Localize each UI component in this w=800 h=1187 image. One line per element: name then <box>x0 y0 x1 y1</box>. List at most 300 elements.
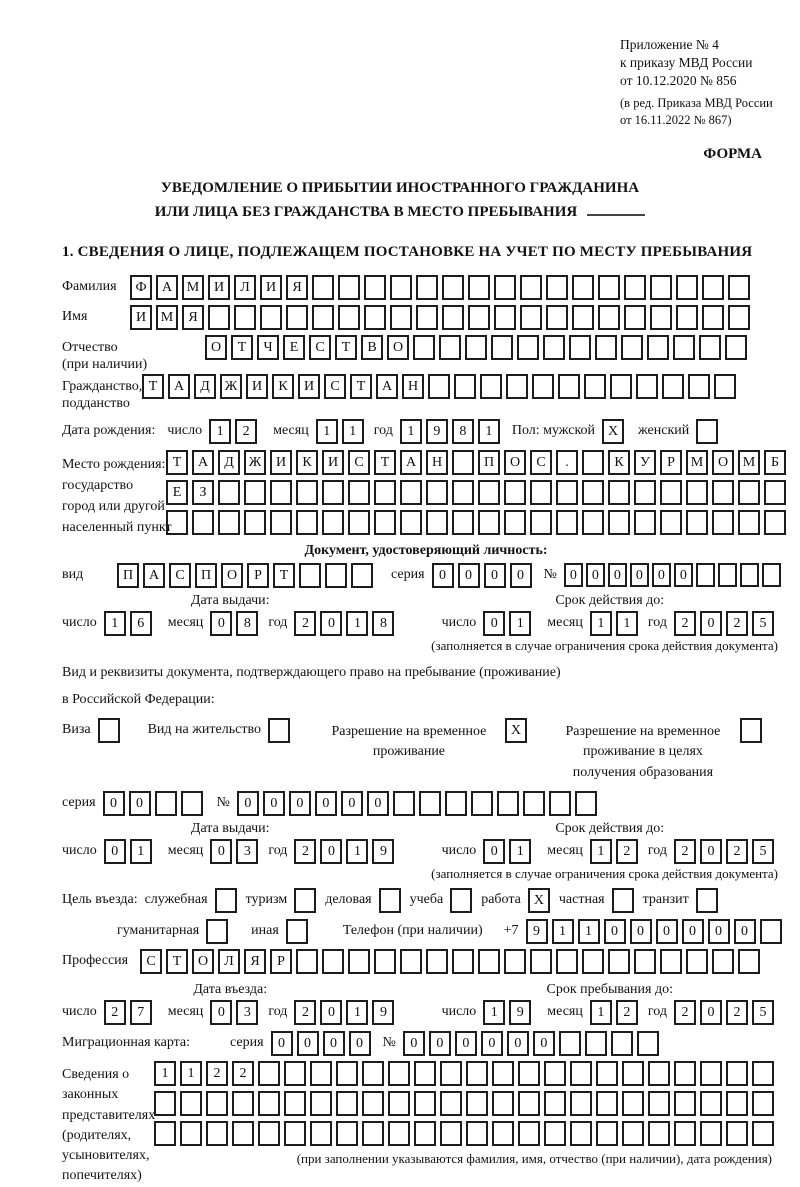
purpose-checkbox <box>206 919 228 944</box>
form-cell: А <box>156 275 178 300</box>
form-cell <box>518 1091 540 1116</box>
form-cell <box>400 480 422 505</box>
form-cell <box>596 1091 618 1116</box>
birthplace-cells-row1 <box>166 450 790 475</box>
representatives-row <box>62 1061 790 1187</box>
form-cell: . <box>556 450 578 475</box>
form-cell: 2 <box>206 1061 228 1086</box>
form-cell: 0 <box>263 791 285 816</box>
form-cell <box>621 335 643 360</box>
birthdate-year-cells <box>400 419 504 444</box>
stay-day-cells <box>483 1000 535 1025</box>
form-cell: 0 <box>323 1031 345 1056</box>
form-cell <box>559 1031 581 1056</box>
form-cell <box>284 1061 306 1086</box>
appendix-subline: (в ред. Приказа МВД России <box>620 95 773 110</box>
form-cell <box>598 275 620 300</box>
form-cell <box>532 374 554 399</box>
form-cell: 0 <box>297 1031 319 1056</box>
form-cell: 1 <box>104 611 126 636</box>
residence-expiry-month-cells <box>590 839 642 864</box>
form-cell: 0 <box>507 1031 529 1056</box>
form-cell: 1 <box>209 419 231 444</box>
appendix-header <box>620 36 790 128</box>
doc-number-cells <box>564 563 784 587</box>
form-cell <box>700 1121 722 1146</box>
stay-month-cells <box>590 1000 642 1025</box>
form-cell: 8 <box>372 611 394 636</box>
edu-permit-checkbox <box>740 718 762 743</box>
form-cell <box>468 305 490 330</box>
form-cell: И <box>322 450 344 475</box>
form-cell: 0 <box>700 1000 722 1025</box>
phone-prefix: +7 <box>503 922 519 938</box>
form-cell: М <box>182 275 204 300</box>
expiry-month-cells <box>590 611 642 636</box>
form-cell: Р <box>247 563 269 588</box>
form-title <box>0 177 800 224</box>
form-cell <box>556 480 578 505</box>
form-cell: 0 <box>700 611 722 636</box>
form-cell <box>610 374 632 399</box>
form-cell <box>520 275 542 300</box>
form-cell <box>569 335 591 360</box>
form-cell <box>728 275 750 300</box>
birthplace-row <box>62 450 790 540</box>
form-cell <box>582 480 604 505</box>
form-cell: Е <box>283 335 305 360</box>
form-cell <box>166 510 188 535</box>
residence-doc-note: (заполняется в случае ограничения срока действия документа) <box>431 865 778 881</box>
form-cell: 1 <box>590 1000 612 1025</box>
form-cell <box>388 1061 410 1086</box>
form-cell <box>584 374 606 399</box>
form-cell <box>364 275 386 300</box>
form-cell: 1 <box>578 919 600 944</box>
section1-heading: 1. СВЕДЕНИЯ О ЛИЦЕ, ПОДЛЕЖАЩЕМ ПОСТАНОВКЕ НА УЧЕТ ПО МЕСТУ ПРЕБЫВАНИЯ <box>62 243 753 260</box>
form-cell: 0 <box>700 839 722 864</box>
form-cell <box>206 1091 228 1116</box>
birthdate-row <box>62 419 790 444</box>
form-cell <box>284 1091 306 1116</box>
form-cell <box>634 480 656 505</box>
entry-date-heading: Дата въезда: <box>193 981 268 997</box>
purpose-checkbox <box>215 888 237 913</box>
sex-female-checkbox <box>696 419 718 444</box>
form-cell: 7 <box>130 1000 152 1025</box>
form-cell: Т <box>335 335 357 360</box>
form-cell <box>572 275 594 300</box>
form-cell <box>325 563 347 588</box>
residence-issue-day-cells <box>104 839 156 864</box>
form-cell <box>608 480 630 505</box>
form-cell <box>622 1121 644 1146</box>
form-cell <box>636 374 658 399</box>
form-cell <box>419 791 441 816</box>
residence-expiry-day-cells <box>483 839 535 864</box>
birthplace-label: Место рождения: государство город или другой населенный пункт <box>62 456 172 535</box>
form-cell <box>699 335 721 360</box>
migration-series-label: серия <box>230 1034 264 1050</box>
purpose-checkbox <box>379 888 401 913</box>
appendix-line: от 10.12.2020 № 856 <box>620 73 737 89</box>
form-cell <box>338 305 360 330</box>
form-cell <box>544 1061 566 1086</box>
form-cell <box>530 510 552 535</box>
purpose-option: туризм <box>246 888 317 913</box>
form-cell <box>556 949 578 974</box>
residence-intro-line2: в Российской Федерации: <box>62 691 215 707</box>
form-cell <box>570 1121 592 1146</box>
form-cell: О <box>192 949 214 974</box>
year-label: год <box>268 1003 288 1019</box>
form-cell <box>260 305 282 330</box>
form-cell <box>494 275 516 300</box>
form-cell <box>180 1091 202 1116</box>
form-cell <box>718 563 737 587</box>
form-cell <box>452 480 474 505</box>
citizenship-label: Гражданство, подданство <box>62 378 143 412</box>
form-cell <box>374 510 396 535</box>
form-cell <box>413 335 435 360</box>
birthdate-label: Дата рождения: <box>62 422 156 438</box>
form-cell <box>440 1061 462 1086</box>
form-cell: 0 <box>484 563 506 588</box>
residence-number-label: № <box>216 794 230 810</box>
form-cell: 0 <box>564 563 583 587</box>
form-cell: Ч <box>257 335 279 360</box>
surname-cells <box>130 275 754 300</box>
form-cell <box>322 949 344 974</box>
doc-series-label: серия <box>391 566 425 582</box>
form-cell <box>336 1121 358 1146</box>
form-cell <box>492 1121 514 1146</box>
form-cell <box>478 949 500 974</box>
form-cell <box>702 275 724 300</box>
doc-number-label: № <box>543 566 557 582</box>
form-cell <box>322 480 344 505</box>
year-label: год <box>647 614 667 630</box>
form-cell <box>738 480 760 505</box>
form-cell: 0 <box>103 791 125 816</box>
residence-expiry-group <box>442 821 778 864</box>
residence-expiry-year-cells <box>674 839 778 864</box>
appendix-line: Приложение № 4 <box>620 37 719 52</box>
form-cell <box>764 510 786 535</box>
representatives-cell-rows <box>154 1061 778 1146</box>
purpose-label: Цель въезда: <box>62 891 138 907</box>
appendix-subline: от 16.11.2022 № 867) <box>620 112 732 127</box>
form-cell <box>400 510 422 535</box>
representatives-cells-row2 <box>154 1091 778 1116</box>
form-cell: 1 <box>552 919 574 944</box>
form-cell <box>445 791 467 816</box>
form-cell <box>466 1061 488 1086</box>
form-cell: 1 <box>342 419 364 444</box>
form-cell <box>492 1061 514 1086</box>
form-cell: 0 <box>210 611 232 636</box>
form-cell: К <box>296 450 318 475</box>
form-cell <box>582 450 604 475</box>
form-cell: А <box>168 374 190 399</box>
form-cell: 1 <box>154 1061 176 1086</box>
form-cell: 1 <box>616 611 638 636</box>
birthplace-cells-row3 <box>166 510 790 535</box>
form-cell: А <box>192 450 214 475</box>
form-cell <box>454 374 476 399</box>
form-cell: 0 <box>237 791 259 816</box>
form-cell: 2 <box>232 1061 254 1086</box>
form-cell <box>504 480 526 505</box>
form-cell <box>726 1091 748 1116</box>
form-cell: С <box>169 563 191 588</box>
form-cell: С <box>324 374 346 399</box>
form-cell <box>570 1061 592 1086</box>
form-cell <box>154 1121 176 1146</box>
form-cell <box>181 791 203 816</box>
form-cell <box>466 1121 488 1146</box>
form-cell <box>700 1091 722 1116</box>
form-cell: С <box>309 335 331 360</box>
form-cell <box>518 1121 540 1146</box>
form-cell <box>712 949 734 974</box>
form-cell <box>660 949 682 974</box>
form-cell: 6 <box>130 611 152 636</box>
migration-number-cells <box>403 1031 663 1056</box>
form-cell <box>480 374 502 399</box>
year-label: год <box>647 1003 667 1019</box>
form-cell <box>624 305 646 330</box>
day-label: число <box>441 842 477 858</box>
form-cell: А <box>400 450 422 475</box>
form-cell <box>442 275 464 300</box>
form-cell <box>452 450 474 475</box>
representatives-label: Сведения о законных представителях (родителях, усыновителях, попечителях) <box>62 1066 156 1184</box>
stay-until-heading: Срок пребывания до: <box>546 981 673 997</box>
issue-day-cells <box>104 611 156 636</box>
form-cell <box>572 305 594 330</box>
form-cell: У <box>634 450 656 475</box>
form-cell: И <box>260 275 282 300</box>
form-cell: 0 <box>708 919 730 944</box>
firstname-label: Имя <box>62 308 88 324</box>
form-cell: Н <box>402 374 424 399</box>
form-cell: 1 <box>180 1061 202 1086</box>
form-cell: М <box>686 450 708 475</box>
identity-expiry-group <box>442 593 778 636</box>
form-cell <box>676 305 698 330</box>
form-cell <box>336 1091 358 1116</box>
form-cell: 2 <box>674 611 696 636</box>
form-cell <box>452 949 474 974</box>
expiry-date-heading: Срок действия до: <box>555 820 665 836</box>
sex-male-checkbox: X <box>602 419 624 444</box>
form-cell <box>686 510 708 535</box>
form-cell <box>362 1121 384 1146</box>
form-cell: 8 <box>452 419 474 444</box>
form-cell <box>351 563 373 588</box>
form-cell <box>648 1121 670 1146</box>
form-cell <box>338 275 360 300</box>
sex-female-label: женский <box>638 422 690 438</box>
form-cell <box>650 305 672 330</box>
form-cell <box>523 791 545 816</box>
day-label: число <box>62 1003 97 1019</box>
form-cell: Б <box>764 450 786 475</box>
form-cell: Е <box>166 480 188 505</box>
form-cell <box>676 275 698 300</box>
form-cell <box>348 949 370 974</box>
purpose-checkbox: X <box>528 888 550 913</box>
form-cell: 0 <box>652 563 671 587</box>
form-cell <box>712 510 734 535</box>
purpose-checkbox <box>450 888 472 913</box>
entry-date-group <box>62 982 398 1025</box>
form-cell <box>702 305 724 330</box>
form-cell: 1 <box>590 611 612 636</box>
form-cell <box>518 1061 540 1086</box>
purpose-checkbox <box>286 919 308 944</box>
form-cell: С <box>348 450 370 475</box>
form-cell: Л <box>234 275 256 300</box>
form-cell <box>416 275 438 300</box>
form-cell <box>426 510 448 535</box>
form-cell: Т <box>350 374 372 399</box>
form-cell: Я <box>244 949 266 974</box>
profession-row <box>62 949 790 974</box>
form-cell <box>575 791 597 816</box>
expiry-date-heading: Срок действия до: <box>555 592 665 608</box>
form-cell: 9 <box>426 419 448 444</box>
migration-number-label: № <box>382 1034 396 1050</box>
form-cell: 1 <box>346 839 368 864</box>
form-cell: 0 <box>104 839 126 864</box>
form-cell <box>637 1031 659 1056</box>
day-label: число <box>167 422 203 438</box>
entry-year-cells <box>294 1000 398 1025</box>
form-cell <box>192 510 214 535</box>
representatives-cell-block <box>154 1061 778 1167</box>
migration-card-row <box>62 1031 790 1056</box>
form-cell <box>414 1121 436 1146</box>
form-cell: 9 <box>509 1000 531 1025</box>
form-cell: 2 <box>726 1000 748 1025</box>
form-title-line2: ИЛИ ЛИЦА БЕЗ ГРАЖДАНСТВА В МЕСТО ПРЕБЫВАНИЯ <box>0 201 800 224</box>
year-label: год <box>373 422 393 438</box>
form-cell: М <box>738 450 760 475</box>
form-cell: 2 <box>104 1000 126 1025</box>
form-cell <box>546 305 568 330</box>
form-cell <box>478 480 500 505</box>
form-cell <box>428 374 450 399</box>
form-cell <box>414 1091 436 1116</box>
form-cell: О <box>504 450 526 475</box>
form-cell <box>740 563 759 587</box>
form-cell: 0 <box>210 1000 232 1025</box>
form-cell <box>388 1091 410 1116</box>
form-cell: О <box>712 450 734 475</box>
purpose-checkbox <box>294 888 316 913</box>
form-cell: 5 <box>752 839 774 864</box>
form-cell <box>322 510 344 535</box>
forma-label: ФОРМА <box>703 146 762 163</box>
phone-label: Телефон (при наличии) <box>342 922 483 938</box>
form-cell <box>647 335 669 360</box>
form-cell <box>492 1091 514 1116</box>
form-cell <box>208 305 230 330</box>
doc-series-cells <box>432 563 536 588</box>
birthdate-month-cells <box>316 419 368 444</box>
form-cell: 0 <box>586 563 605 587</box>
form-cell <box>648 1061 670 1086</box>
form-cell: 0 <box>455 1031 477 1056</box>
form-cell: 0 <box>367 791 389 816</box>
doc-type-label: вид <box>62 566 84 582</box>
form-cell <box>608 949 630 974</box>
form-cell: 1 <box>316 419 338 444</box>
form-cell <box>440 1121 462 1146</box>
day-label: число <box>62 842 97 858</box>
form-cell: 1 <box>346 611 368 636</box>
form-cell <box>270 480 292 505</box>
form-cell <box>296 949 318 974</box>
form-cell <box>364 305 386 330</box>
form-cell <box>549 791 571 816</box>
form-cell <box>544 1121 566 1146</box>
citizenship-cells <box>142 374 740 399</box>
form-cell <box>296 480 318 505</box>
form-cell: 1 <box>478 419 500 444</box>
form-cell: О <box>221 563 243 588</box>
residence-series-label: серия <box>62 794 96 810</box>
form-cell <box>312 275 334 300</box>
representatives-note: (при заполнении указываются фамилия, имя, отчество (при наличии), дата рождения) <box>296 1150 772 1166</box>
form-cell <box>674 1091 696 1116</box>
form-cell <box>634 949 656 974</box>
form-cell <box>348 480 370 505</box>
form-cell <box>543 335 565 360</box>
identity-doc-heading: Документ, удостоверяющий личность: <box>304 542 548 558</box>
entry-month-cells <box>210 1000 262 1025</box>
purpose-option: учеба <box>410 888 473 913</box>
form-cell: З <box>192 480 214 505</box>
sex-male-label: Пол: мужской <box>511 422 596 438</box>
form-cell: О <box>205 335 227 360</box>
phone-cells <box>526 919 786 944</box>
patronymic-cells <box>205 335 751 360</box>
birthdate-day-cells <box>209 419 261 444</box>
form-cell: 0 <box>682 919 704 944</box>
residence-number-cells <box>237 791 601 816</box>
representatives-cells-row1 <box>154 1061 778 1086</box>
form-cell <box>520 305 542 330</box>
form-cell: 0 <box>289 791 311 816</box>
form-cell <box>416 305 438 330</box>
form-cell <box>504 949 526 974</box>
form-cell <box>478 510 500 535</box>
form-cell: 5 <box>752 1000 774 1025</box>
form-cell <box>270 510 292 535</box>
entry-day-cells <box>104 1000 156 1025</box>
form-cell <box>374 949 396 974</box>
form-cell <box>155 791 177 816</box>
form-cell <box>660 480 682 505</box>
form-cell <box>596 1061 618 1086</box>
purpose-row1 <box>62 888 790 913</box>
form-cell <box>310 1061 332 1086</box>
form-cell: 1 <box>590 839 612 864</box>
form-cell: А <box>376 374 398 399</box>
